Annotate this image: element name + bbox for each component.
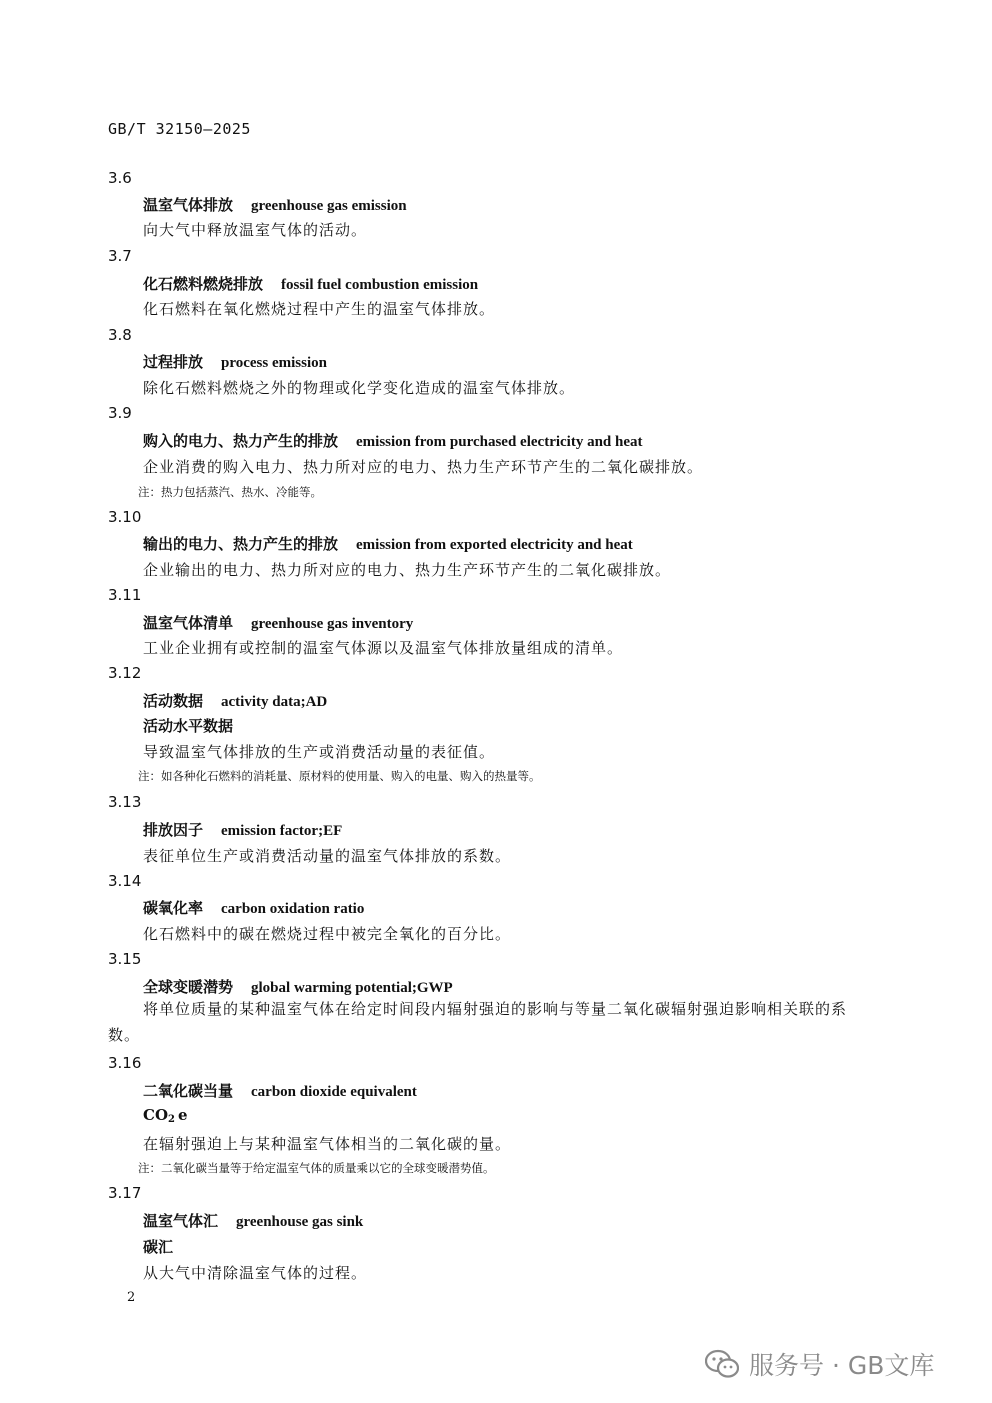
term-heading <box>143 533 633 554</box>
term-en: greenhouse gas inventory <box>251 616 414 632</box>
page-number: 2 <box>127 1290 136 1305</box>
term-heading <box>143 194 407 215</box>
term-alt-name: 活动水平数据 <box>143 717 234 735</box>
term-definition: 企业输出的电力、热力所对应的电力、热力生产环节产生的二氧化碳排放。 <box>143 561 672 579</box>
term-en: carbon oxidation ratio <box>221 901 365 917</box>
term-cn: 化石燃料燃烧排放 <box>143 275 264 293</box>
clause-number: 3.11 <box>108 586 142 604</box>
term-note: 注：热力包括蒸汽、热水、冷能等。 <box>138 485 322 499</box>
clause-number: 3.8 <box>108 326 132 344</box>
term-cn: 过程排放 <box>143 353 204 371</box>
term-heading <box>143 1210 363 1231</box>
term-en: process emission <box>221 355 327 371</box>
term-definition: 化石燃料中的碳在燃烧过程中被完全氧化的百分比。 <box>143 925 512 943</box>
term-en: global warming potential;GWP <box>251 980 453 996</box>
clause-number: 3.6 <box>108 169 132 187</box>
term-cn: 碳氧化率 <box>143 899 204 917</box>
term-definition: 在辐射强迫上与某种温室气体相当的二氧化碳的量。 <box>143 1135 512 1153</box>
term-definition: 从大气中清除温室气体的过程。 <box>143 1264 368 1282</box>
watermark-text: 服务号 · GB文库 <box>749 1351 935 1380</box>
term-heading <box>143 819 342 840</box>
term-note: 注：二氧化碳当量等于给定温室气体的质量乘以它的全球变暖潜势值。 <box>138 1161 495 1175</box>
clause-number: 3.16 <box>108 1054 142 1072</box>
term-alt-name: 碳汇 <box>143 1238 174 1256</box>
term-cn: 温室气体排放 <box>143 196 234 214</box>
term-definition: 工业企业拥有或控制的温室气体源以及温室气体排放量组成的清单。 <box>143 639 624 657</box>
clause-number: 3.14 <box>108 872 142 890</box>
term-definition: 向大气中释放温室气体的活动。 <box>143 221 368 239</box>
term-en: greenhouse gas emission <box>251 198 407 214</box>
wechat-icon <box>705 1349 739 1379</box>
term-definition: 表征单位生产或消费活动量的温室气体排放的系数。 <box>143 847 512 865</box>
clause-number: 3.13 <box>108 793 142 811</box>
term-en: emission from purchased electricity and heat <box>356 434 643 450</box>
term-cn: 温室气体清单 <box>143 614 234 632</box>
clause-number: 3.9 <box>108 404 132 422</box>
term-heading <box>143 351 327 372</box>
term-alt-name: $CO_2$ e <box>143 1106 188 1125</box>
term-definition: 企业消费的购入电力、热力所对应的电力、热力生产环节产生的二氧化碳排放。 <box>143 458 704 476</box>
term-en: carbon dioxide equivalent <box>251 1084 417 1100</box>
term-cn: 购入的电力、热力产生的排放 <box>143 432 339 450</box>
clause-number: 3.10 <box>108 508 142 526</box>
term-cn: 二氧化碳当量 <box>143 1082 234 1100</box>
clause-number: 3.12 <box>108 664 142 682</box>
term-definition: 导致温室气体排放的生产或消费活动量的表征值。 <box>143 743 496 761</box>
term-en: greenhouse gas sink <box>236 1214 364 1230</box>
watermark <box>705 1346 934 1382</box>
term-definition: 化石燃料在氧化燃烧过程中产生的温室气体排放。 <box>143 300 496 318</box>
term-cn: 全球变暖潜势 <box>143 978 234 996</box>
term-definition: 将单位质量的某种温室气体在给定时间段内辐射强迫的影响与等量二氧化碳辐射强迫影响相关联的系数。 <box>108 1000 848 1044</box>
term-note: 注：如各种化石燃料的消耗量、原材料的使用量、购入的电量、购入的热量等。 <box>138 769 541 783</box>
standard-code-header: GB/T 32150—2025 <box>108 120 251 138</box>
clause-number: 3.15 <box>108 950 142 968</box>
term-cn: 活动数据 <box>143 692 204 710</box>
term-heading <box>143 430 643 451</box>
term-en: activity data;AD <box>221 694 328 710</box>
term-cn: 温室气体汇 <box>143 1212 219 1230</box>
term-en: fossil fuel combustion emission <box>281 277 479 293</box>
term-en: emission factor;EF <box>221 823 343 839</box>
term-heading <box>143 897 364 918</box>
term-en: emission from exported electricity and heat <box>356 537 633 553</box>
term-heading <box>143 1080 417 1101</box>
term-definition: 除化石燃料燃烧之外的物理或化学变化造成的温室气体排放。 <box>143 379 576 397</box>
clause-number: 3.17 <box>108 1184 142 1202</box>
term-heading <box>143 690 327 711</box>
term-heading <box>143 273 478 294</box>
term-heading <box>143 976 453 997</box>
term-cn: 输出的电力、热力产生的排放 <box>143 535 339 553</box>
term-cn: 排放因子 <box>143 821 204 839</box>
term-heading <box>143 612 413 633</box>
clause-number: 3.7 <box>108 247 132 265</box>
